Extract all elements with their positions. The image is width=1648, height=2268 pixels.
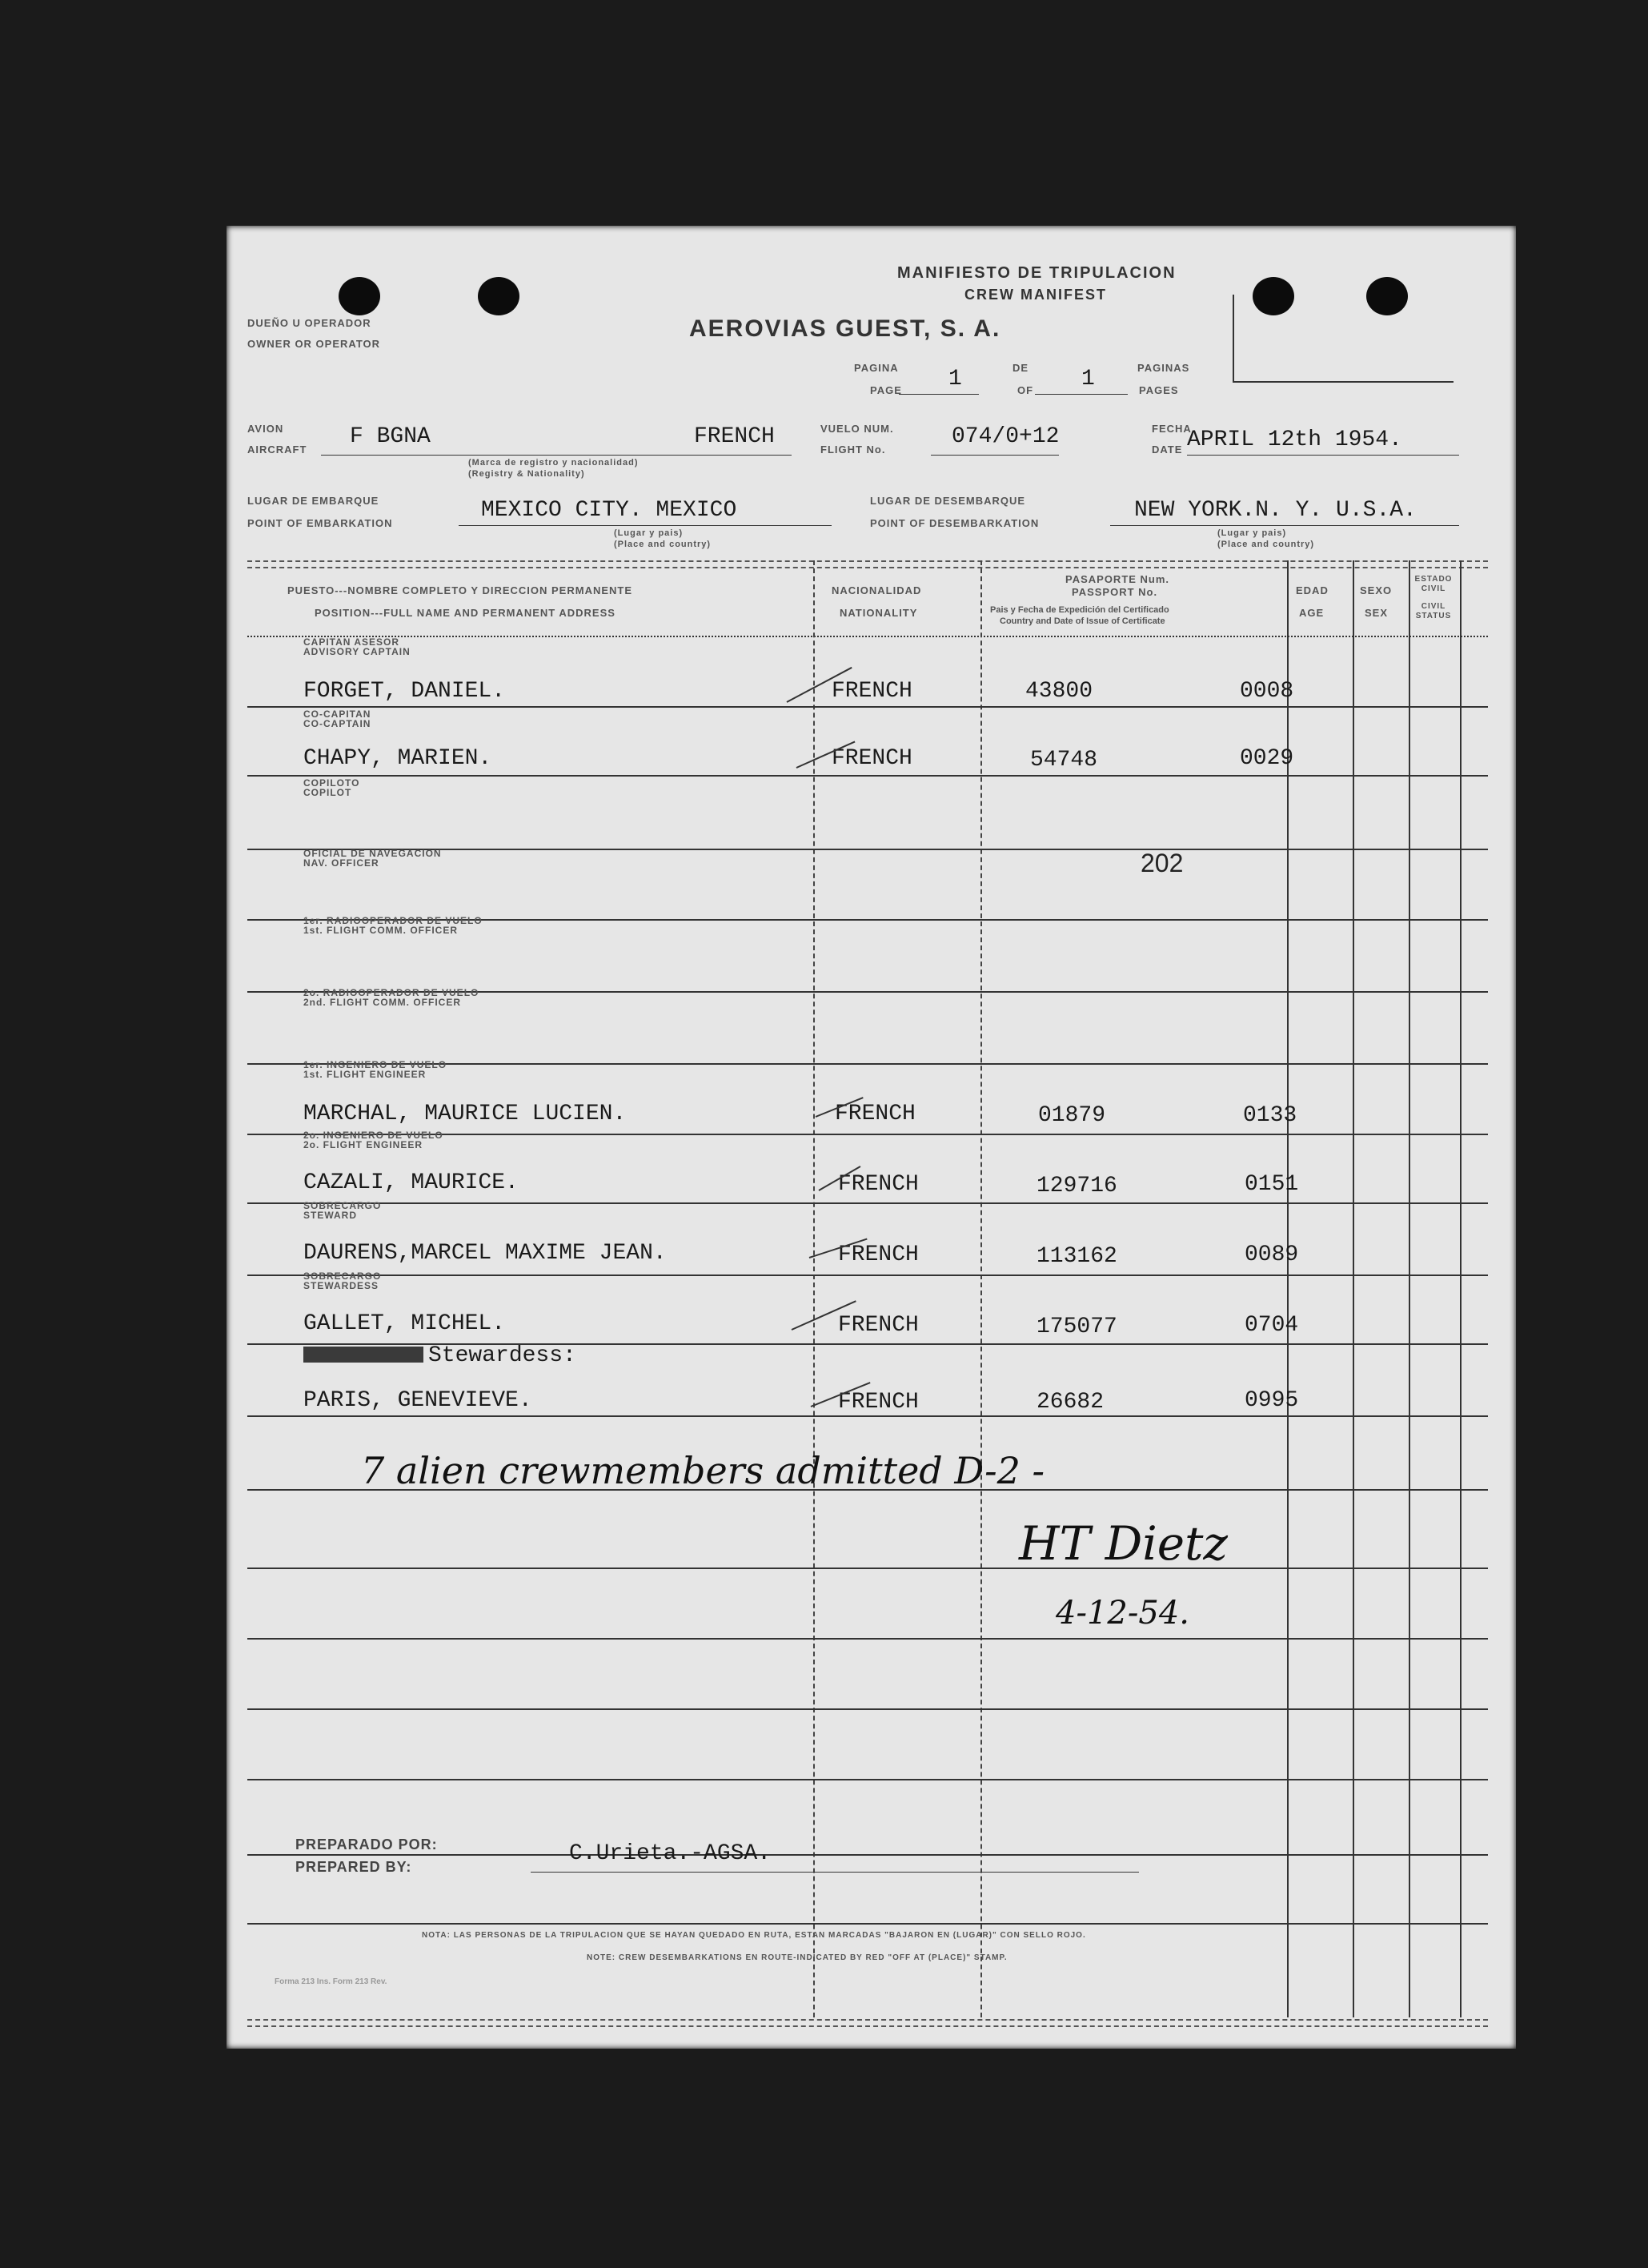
footer-note-es: NOTA: LAS PERSONAS DE LA TRIPULACION QUE SE HAYAN QUEDADO EN RUTA, ESTAN MARCADAS "BAJARON EN (LUGAR)" CON SELLO ROJO. [422, 1931, 1086, 1940]
col-passport-en: PASSPORT No. [1072, 586, 1158, 598]
row-rule [247, 1854, 1488, 1856]
page-label-en: PAGE [870, 384, 902, 396]
row-code: 0151 [1245, 1172, 1299, 1197]
place-caption-en-2: (Place and country) [1217, 540, 1315, 549]
page-total: 1 [1081, 367, 1095, 391]
row-name: CHAPY, MARIEN. [303, 746, 492, 771]
row-role-en: 2nd. FLIGHT COMM. OFFICER [303, 997, 461, 1008]
col-status-es: ESTADO CIVIL [1414, 575, 1453, 593]
row-nationality: FRENCH [832, 679, 912, 704]
row-rule [247, 1638, 1488, 1640]
row-passport: 113162 [1037, 1244, 1117, 1269]
col-sex-en: SEX [1365, 607, 1389, 619]
row-role-en: STEWARDESS [303, 1280, 379, 1291]
aircraft-registration: F BGNA [350, 424, 431, 449]
punch-hole [339, 277, 380, 315]
col-rule [1460, 560, 1462, 2017]
col-age-en: AGE [1299, 607, 1325, 619]
embark-place: MEXICO CITY. MEXICO [481, 498, 737, 523]
col-sex-es: SEXO [1360, 584, 1393, 596]
row-role-es: 1er. INGENIERO DE VUELO [303, 1059, 447, 1070]
date-line [1187, 455, 1459, 456]
aircraft-line [321, 455, 792, 456]
row-role-es: COPILOTO [303, 777, 360, 789]
row-rule [247, 775, 1488, 777]
row-role-es: CO-CAPITAN [303, 708, 371, 720]
row-passport: 01879 [1038, 1103, 1106, 1128]
row-passport: 175077 [1037, 1315, 1117, 1339]
row-name: GALLET, MICHEL. [303, 1311, 506, 1336]
aircraft-label-en: AIRCRAFT [247, 444, 307, 456]
row-role-es: SOBRECARGO [303, 1270, 382, 1282]
row-role-en: 2o. FLIGHT ENGINEER [303, 1139, 423, 1150]
row-role-en: STEWARD [303, 1210, 357, 1221]
manifest-title-en: CREW MANIFEST [964, 287, 1107, 303]
row-nationality: FRENCH [838, 1390, 919, 1415]
prepared-by: C.Urieta.-AGSA. [569, 1841, 772, 1866]
row-code: 0704 [1245, 1313, 1299, 1338]
row-role-es: 1er. RADIOOPERADOR DE VUELO [303, 915, 483, 926]
row-code: 0995 [1245, 1388, 1299, 1413]
operator-name: AEROVIAS GUEST, S. A. [689, 315, 1001, 342]
table-top-rule [247, 567, 1488, 568]
flight-label-es: VUELO NUM. [820, 423, 894, 435]
row-role-es: 2o. INGENIERO DE VUELO [303, 1130, 443, 1141]
table-top-rule [247, 560, 1488, 562]
embark-label-es: LUGAR DE EMBARQUE [247, 495, 379, 507]
disembark-line [1110, 525, 1459, 526]
table-bottom-rule [247, 2025, 1488, 2027]
row-nationality: FRENCH [838, 1313, 919, 1338]
row-nationality: FRENCH [832, 746, 912, 771]
corner-bracket [1233, 381, 1454, 383]
row-name: CAZALI, MAURICE. [303, 1170, 519, 1195]
row-code: 0008 [1240, 679, 1294, 704]
col-status-en: CIVIL STATUS [1415, 602, 1452, 620]
prepared-label-en: PREPARED BY: [295, 1859, 412, 1875]
handwritten-date: 4-12-54. [1056, 1595, 1189, 1632]
manifest-title-es: MANIFIESTO DE TRIPULACION [897, 264, 1177, 282]
place-caption-en: (Place and country) [614, 540, 712, 549]
row-passport: 202 [1141, 849, 1184, 877]
prepared-label-es: PREPARADO POR: [295, 1836, 438, 1853]
handwritten-note: 7 alien crewmembers admitted D-2 - [361, 1449, 1045, 1492]
punch-hole [1366, 277, 1408, 315]
registry-caption-en: (Registry & Nationality) [468, 469, 585, 479]
row-passport: 26682 [1037, 1390, 1105, 1415]
row-rule [247, 1274, 1488, 1276]
aircraft-label-es: AVION [247, 423, 284, 435]
col-rule [813, 560, 815, 2017]
place-caption-es: (Lugar y pais) [614, 528, 684, 538]
place-caption-es-2: (Lugar y pais) [1217, 528, 1287, 538]
page-label-es: PAGINA [854, 362, 899, 374]
page-number-line [899, 394, 979, 395]
date-label-es: FECHA [1152, 423, 1192, 435]
struck-out-label [303, 1347, 423, 1363]
col-nationality-en: NATIONALITY [840, 607, 918, 619]
handwritten-signature: HT Dietz [1019, 1516, 1228, 1571]
col-nationality-es: NACIONALIDAD [832, 584, 922, 596]
row-rule [247, 1779, 1488, 1780]
col-position-es: PUESTO---NOMBRE COMPLETO Y DIRECCION PERMANENTE [287, 584, 633, 596]
pages-label-en: PAGES [1139, 384, 1179, 396]
embark-label-en: POINT OF EMBARKATION [247, 517, 393, 529]
date-value: APRIL 12th 1954. [1187, 428, 1402, 452]
row-rule [247, 1923, 1488, 1925]
row-role-es: CAPITAN ASESOR [303, 636, 400, 648]
owner-label-es: DUEÑO U OPERADOR [247, 317, 371, 329]
flight-label-en: FLIGHT No. [820, 444, 886, 456]
row-passport: 43800 [1025, 679, 1093, 704]
row-code: 0133 [1243, 1103, 1297, 1128]
page-total-line [1035, 394, 1128, 395]
col-rule [980, 560, 982, 2017]
row-role-es: OFICIAL DE NAVEGACION [303, 848, 442, 859]
row-rule [247, 1708, 1488, 1710]
row-rule [247, 1568, 1488, 1569]
col-passport-es: PASAPORTE Num. [1065, 573, 1170, 585]
col-passport-sub-es: Pais y Fecha de Expedición del Certificado [990, 605, 1169, 615]
row-name: DAURENS,MARCEL MAXIME JEAN. [303, 1241, 667, 1266]
owner-label-en: OWNER OR OPERATOR [247, 338, 381, 350]
header-bottom-rule [247, 636, 1488, 637]
footer-note-en: NOTE: CREW DESEMBARKATIONS EN ROUTE-INDICATED BY RED "OFF AT (PLACE)" STAMP. [587, 1953, 1008, 1962]
table-bottom-rule [247, 2019, 1488, 2021]
row-role-en: CO-CAPTAIN [303, 718, 371, 729]
row-role-es: 2o. RADIOOPERADOR DE VUELO [303, 987, 479, 998]
prepared-line [531, 1872, 1139, 1873]
page-number: 1 [948, 367, 962, 391]
disembark-label-en: POINT OF DESEMBARKATION [870, 517, 1040, 529]
disembark-label-es: LUGAR DE DESEMBARQUE [870, 495, 1026, 507]
row-role-en: Stewardess: [428, 1343, 576, 1368]
registry-nationality: FRENCH [694, 424, 775, 449]
row-rule [247, 1415, 1488, 1417]
pages-label-es: PAGINAS [1137, 362, 1190, 374]
row-role-en: 1st. FLIGHT COMM. OFFICER [303, 925, 458, 936]
disembark-place: NEW YORK.N. Y. U.S.A. [1134, 498, 1417, 523]
col-rule [1353, 560, 1354, 2017]
row-code: 0089 [1245, 1242, 1299, 1267]
row-nationality: FRENCH [838, 1242, 919, 1267]
row-passport: 129716 [1037, 1174, 1117, 1198]
flight-line [931, 455, 1059, 456]
col-age-es: EDAD [1296, 584, 1329, 596]
col-passport-sub-en: Country and Date of Issue of Certificate [1000, 616, 1165, 626]
registry-caption-es: (Marca de registro y nacionalidad) [468, 458, 639, 468]
date-label-en: DATE [1152, 444, 1183, 456]
row-code: 0029 [1240, 746, 1294, 771]
corner-bracket [1233, 295, 1234, 381]
row-role-en: NAV. OFFICER [303, 857, 379, 869]
col-position-en: POSITION---FULL NAME AND PERMANENT ADDRESS [315, 607, 615, 619]
of-label-es: DE [1012, 362, 1029, 374]
col-rule [1287, 560, 1289, 2017]
embark-line [459, 525, 832, 526]
row-role-es: SOBRECARGO [303, 1200, 382, 1211]
manifest-paper [227, 226, 1516, 2049]
row-rule [247, 1202, 1488, 1204]
row-nationality: FRENCH [835, 1102, 916, 1126]
row-role-en: COPILOT [303, 787, 352, 798]
punch-hole [1253, 277, 1294, 315]
row-rule [247, 706, 1488, 708]
row-name: MARCHAL, MAURICE LUCIEN. [303, 1102, 627, 1126]
form-number: Forma 213 Ins. Form 213 Rev. [275, 1977, 387, 1986]
row-name: FORGET, DANIEL. [303, 679, 506, 704]
row-role-en: 1st. FLIGHT ENGINEER [303, 1069, 427, 1080]
row-name: PARIS, GENEVIEVE. [303, 1388, 532, 1413]
punch-hole [478, 277, 519, 315]
row-nationality: FRENCH [838, 1172, 919, 1197]
row-passport: 54748 [1030, 748, 1098, 773]
row-role-en: ADVISORY CAPTAIN [303, 646, 411, 657]
flight-number: 074/0+12 [952, 424, 1060, 449]
col-rule [1409, 560, 1410, 2017]
of-label-en: OF [1017, 384, 1034, 396]
